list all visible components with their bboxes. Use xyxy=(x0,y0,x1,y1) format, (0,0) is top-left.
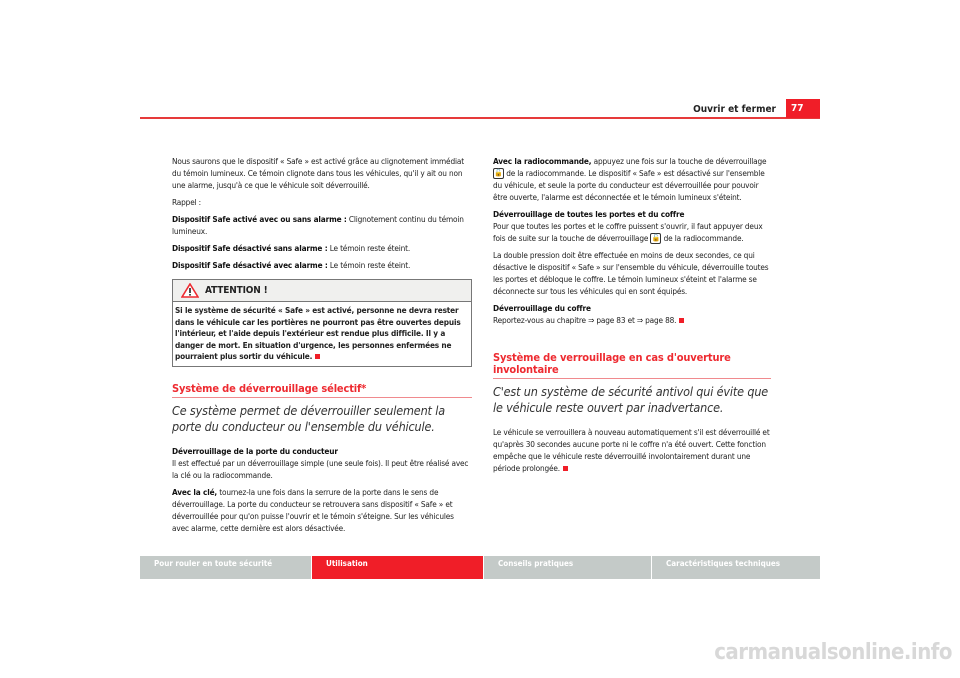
rappel-item: Dispositif Safe désactivé sans alarme : Le témoin reste éteint. xyxy=(172,243,411,253)
paragraph: Il est effectué par un déverrouillage simple (une seule fois). Il peut être réalisé avec la clé ou la radiocommande. xyxy=(172,457,469,480)
rappel-item: Dispositif Safe activé avec ou sans alarme : Clignotement continu du témoin lumineux. xyxy=(172,214,464,236)
paragraph: Pour que toutes les portes et le coffre puissent s'ouvrir, il faut appuyer deux fois de suite sur la touche de déverrouillage 🔓 de la radiocommande. xyxy=(493,221,763,243)
subheading: Déverrouillage du coffre xyxy=(493,303,591,313)
paragraph: Avec la clé, tournez-la une fois dans la serrure de la porte dans le sens de déverrouillage. La porte du conducteur se retrouvera sans dispositif « Safe » et déverrouillée pour qu'on puisse l'ouvrir et le témoin s'éteigne. Sur les véhicules avec alarme, cette dernière est alors désactivée. xyxy=(172,486,454,533)
attention-box xyxy=(172,279,472,367)
watermark: carmanualsonline.info xyxy=(714,640,952,665)
section-subtitle: C'est un système de sécurité antivol qui évite que le véhicule reste ouvert par inadvertance. xyxy=(493,384,769,415)
right-column xyxy=(493,155,771,479)
rappel-label: Rappel : xyxy=(172,197,202,207)
footer-tab-caracteristiques[interactable]: Caractéristiques techniques xyxy=(652,556,820,579)
paragraph: Avec la radiocommande, appuyez une fois sur la touche de déverrouillage 🔓 de la radiocommande. Le dispositif « Safe » est désactivé sur l'ensemble du véhicule, et seule la porte du conducteur est déverrouillée pour pouvoir être ouverte, l'alarme est déconnectée et le témoin lumineux s'éteint. xyxy=(493,156,767,202)
end-marker-icon xyxy=(315,354,320,359)
warning-triangle-icon xyxy=(181,283,199,298)
attention-text: Si le système de sécurité « Safe » est activé, personne ne devra rester dans le véhicule car les portières ne pourront pas être ouvertes depuis l'intérieur, et l'aide depuis l'extérieur est rendue plus difficile. Il y a danger de mort. En situation d'urgence, les personnes enfermées ne pourraient plus sortir du véhicule. xyxy=(175,305,461,361)
chapter-title: Ouvrir et fermer xyxy=(693,104,776,115)
rappel-item: Dispositif Safe désactivé avec alarme : Le témoin reste éteint. xyxy=(172,260,411,270)
page-number: 77 xyxy=(786,99,820,118)
subheading: Déverrouillage de la porte du conducteur xyxy=(172,445,338,456)
intro-text: Nous saurons que le dispositif « Safe » est activé grâce au clignotement immédiat du témoin lumineux. Ce témoin clignote dans tous les véhicules, qu'il y ait ou non une alarme, jusqu'à ce que le véhicule soit déverrouillé. xyxy=(172,156,464,190)
attention-title: ATTENTION ! xyxy=(205,284,268,296)
unlock-key-icon: 🔓 xyxy=(494,169,503,177)
section-title: Système de verrouillage en cas d'ouverture involontaire xyxy=(493,352,771,379)
paragraph: La double pression doit être effectuée en moins de deux secondes, ce qui désactive le dispositif « Safe » sur l'ensemble du véhicule, déverrouille toutes les portes et débloque le coffre. Le témoin lumineux s'éteint et l'alarme se déconnecte sur tous les véhicules qui en sont équipés. xyxy=(493,250,769,296)
footer-tab-utilisation[interactable]: Utilisation xyxy=(312,556,483,579)
paragraph: Le véhicule se verrouillera à nouveau automatiquement s'il est déverrouillé et qu'après 30 secondes aucune porte ni le coffre n'a été ouvert. Cette fonction empêche que le véhicule reste déverrouillé involontairement durant une période prolongée. xyxy=(493,427,770,473)
section-title: Système de déverrouillage sélectif* xyxy=(172,383,472,398)
header-rule xyxy=(140,117,820,119)
subheading: Déverrouillage de toutes les portes et du coffre xyxy=(493,209,685,219)
end-marker-icon xyxy=(563,466,568,471)
section-subtitle: Ce système permet de déverrouiller seulement la porte du conducteur ou l'ensemble du véhicule. xyxy=(172,402,445,434)
footer-tab-securite[interactable]: Pour rouler en toute sécurité xyxy=(140,556,311,579)
paragraph: Reportez-vous au chapitre ⇒ page 83 et ⇒ page 88. xyxy=(493,314,771,326)
end-marker-icon xyxy=(679,318,684,323)
unlock-key-icon: 🔓 xyxy=(651,234,661,242)
left-column xyxy=(172,155,472,539)
footer-tab-conseils[interactable]: Conseils pratiques xyxy=(484,556,651,579)
